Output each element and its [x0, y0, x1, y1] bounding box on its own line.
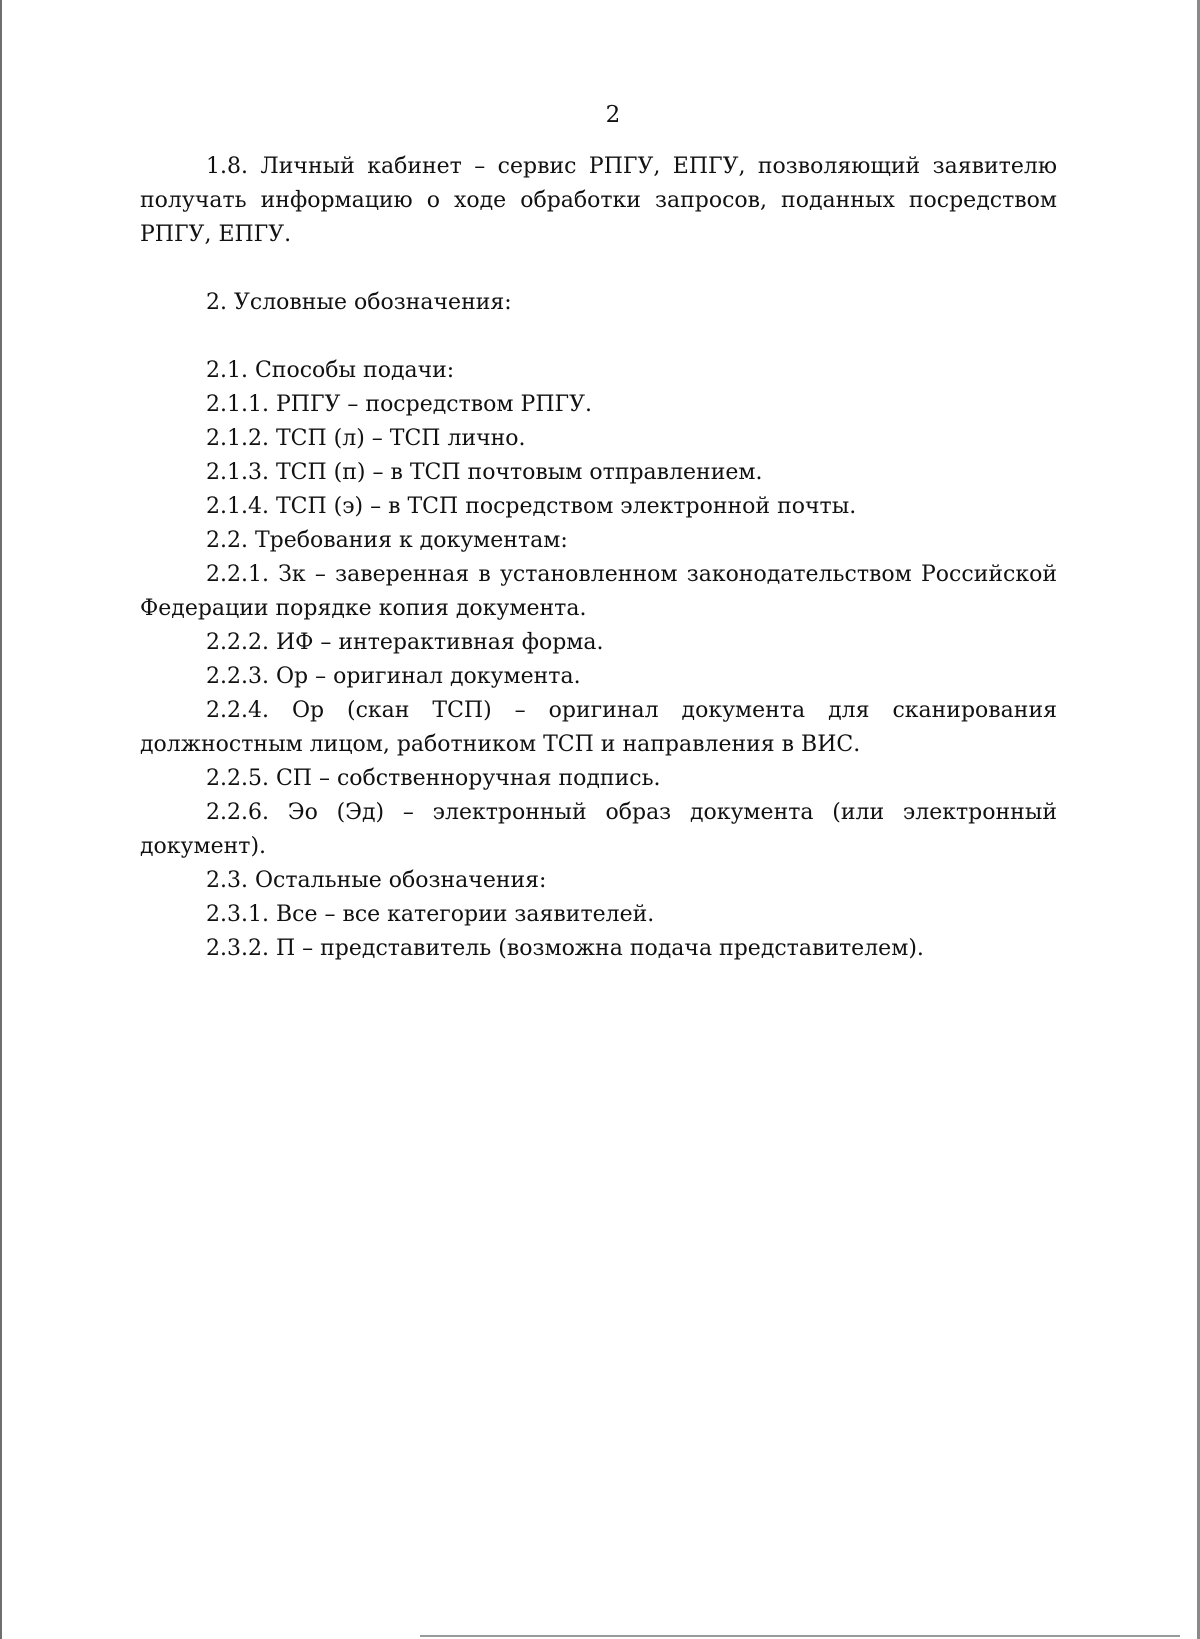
item-2-3-2: 2.3.2. П – представитель (возможна подача представителем). [206, 936, 924, 961]
page-number: 2 [605, 102, 621, 128]
item-2-2-2: 2.2.2. ИФ – интерактивная форма. [206, 630, 604, 655]
heading-2-3: 2.3. Остальные обозначения: [206, 868, 547, 893]
item-2-1-1: 2.1.1. РПГУ – посредством РПГУ. [206, 392, 592, 417]
item-2-1-4: 2.1.4. ТСП (э) – в ТСП посредством электронной почты. [206, 494, 857, 519]
item-2-2-3: 2.2.3. Ор – оригинал документа. [206, 664, 581, 689]
item-2-2-1: 2.2.1. Зк – заверенная в установленном законодательством Российской Федерации порядке копия документа. [140, 562, 1057, 621]
scan-edge-left [0, 0, 2, 1639]
item-2-2-6: 2.2.6. Эо (Эд) – электронный образ документа (или электронный документ). [140, 800, 1057, 859]
item-2-3-1: 2.3.1. Все – все категории заявителей. [206, 902, 655, 927]
item-2-1-2: 2.1.2. ТСП (л) – ТСП лично. [206, 426, 526, 451]
paragraph-1-8: 1.8. Личный кабинет – сервис РПГУ, ЕПГУ, позволяющий заявителю получать информацию о ходе обработки запросов, поданных посредством РПГУ, ЕПГУ. [140, 154, 1057, 247]
item-2-2-5: 2.2.5. СП – собственноручная подпись. [206, 766, 661, 791]
heading-2-2: 2.2. Требования к документам: [206, 528, 568, 553]
item-2-1-3: 2.1.3. ТСП (п) – в ТСП почтовым отправлением. [206, 460, 763, 485]
heading-2-1: 2.1. Способы подачи: [206, 358, 455, 383]
heading-2: 2. Условные обозначения: [206, 290, 512, 315]
scan-edge-bottom [420, 1635, 1180, 1637]
document-body [140, 150, 1057, 966]
item-2-2-4: 2.2.4. Ор (скан ТСП) – оригинал документа для сканирования должностным лицом, работником ТСП и направления в ВИС. [140, 698, 1057, 757]
